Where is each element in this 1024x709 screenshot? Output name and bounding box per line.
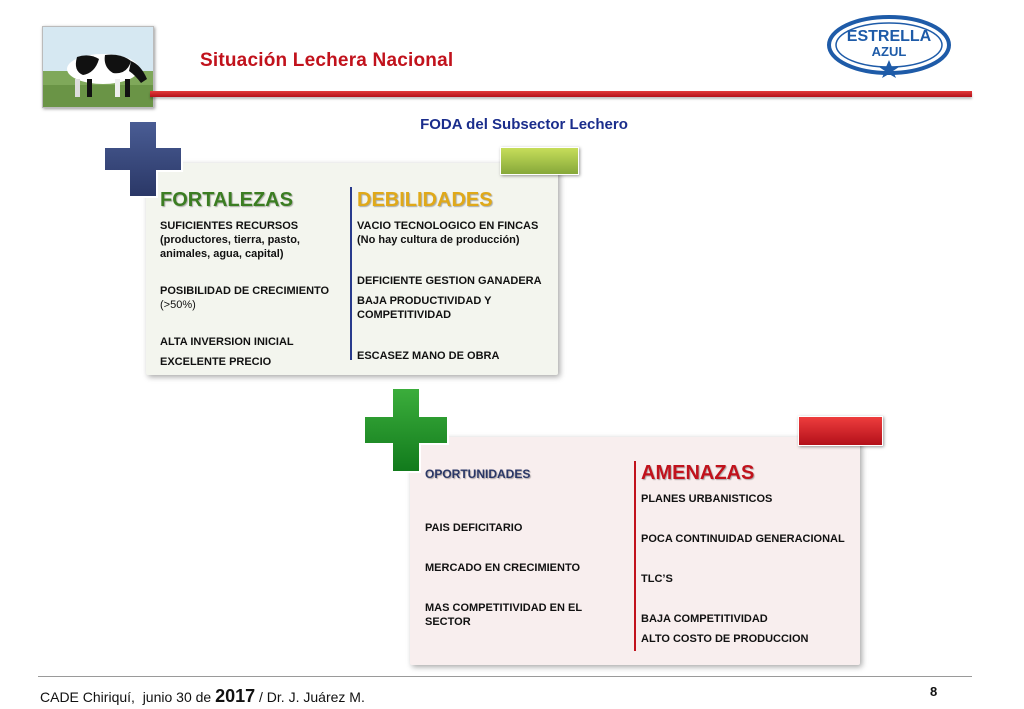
amenaza-item: ALTO COSTO DE PRODUCCION (641, 633, 809, 645)
amenazas-heading: AMENAZAS (641, 462, 755, 484)
plus-icon-green (362, 386, 450, 474)
tab-green-bar (500, 147, 579, 175)
oportunidad-item: MAS COMPETITIVIDAD EN EL SECTOR (425, 602, 582, 628)
fortaleza-item: SUFICIENTES RECURSOS (productores, tierra, pasto, animales, agua, capital) (160, 220, 300, 260)
page-number: 8 (930, 684, 938, 699)
debilidad-item: VACIO TECNOLOGICO EN FINCAS (No hay cultura de producción) (357, 220, 539, 246)
amenaza-item: POCA CONTINUIDAD GENERACIONAL (641, 533, 845, 545)
cow-photo (42, 26, 154, 108)
oportunidades-heading: OPORTUNIDADES (425, 467, 531, 481)
debilidades-heading: DEBILIDADES (357, 189, 493, 211)
footer-text-after: / Dr. J. Juárez M. (255, 689, 365, 705)
tab-red-bar (798, 416, 883, 446)
header-rule (150, 91, 972, 97)
header-title: Situación Lechera Nacional (200, 50, 454, 71)
amenaza-item: BAJA COMPETITIVIDAD (641, 613, 768, 625)
slide-subtitle: FODA del Subsector Lechero (420, 116, 628, 133)
oportunidad-item: MERCADO EN CRECIMIENTO (425, 562, 581, 574)
footer-year: 2017 (215, 686, 256, 706)
footer-rule (38, 676, 972, 677)
fortaleza-item: POSIBILIDAD DE CRECIMIENTO (>50%) (160, 285, 330, 311)
svg-text:AZUL: AZUL (871, 44, 907, 59)
plus-icon-blue (102, 119, 184, 199)
amenaza-item: PLANES URBANISTICOS (641, 493, 773, 505)
footer-text-before: CADE Chiriquí, junio 30 de (40, 689, 216, 705)
debilidad-item: ESCASEZ MANO DE OBRA (357, 350, 500, 362)
amenaza-item: TLC’S (641, 573, 673, 585)
debilidad-item: BAJA PRODUCTIVIDAD Y COMPETITIVIDAD (357, 295, 492, 321)
fortaleza-item: ALTA INVERSION INICIAL (160, 336, 294, 348)
top-divider (350, 187, 352, 360)
fortaleza-item: EXCELENTE PRECIO (160, 356, 272, 368)
svg-text:ESTRELLA: ESTRELLA (846, 28, 932, 45)
fortalezas-heading: FORTALEZAS (160, 189, 293, 211)
footer-text (40, 686, 365, 707)
bottom-divider (634, 461, 636, 651)
oportunidad-item: PAIS DEFICITARIO (425, 522, 523, 534)
debilidad-item: DEFICIENTE GESTION GANADERA (357, 275, 542, 287)
estrella-azul-logo (826, 14, 952, 82)
